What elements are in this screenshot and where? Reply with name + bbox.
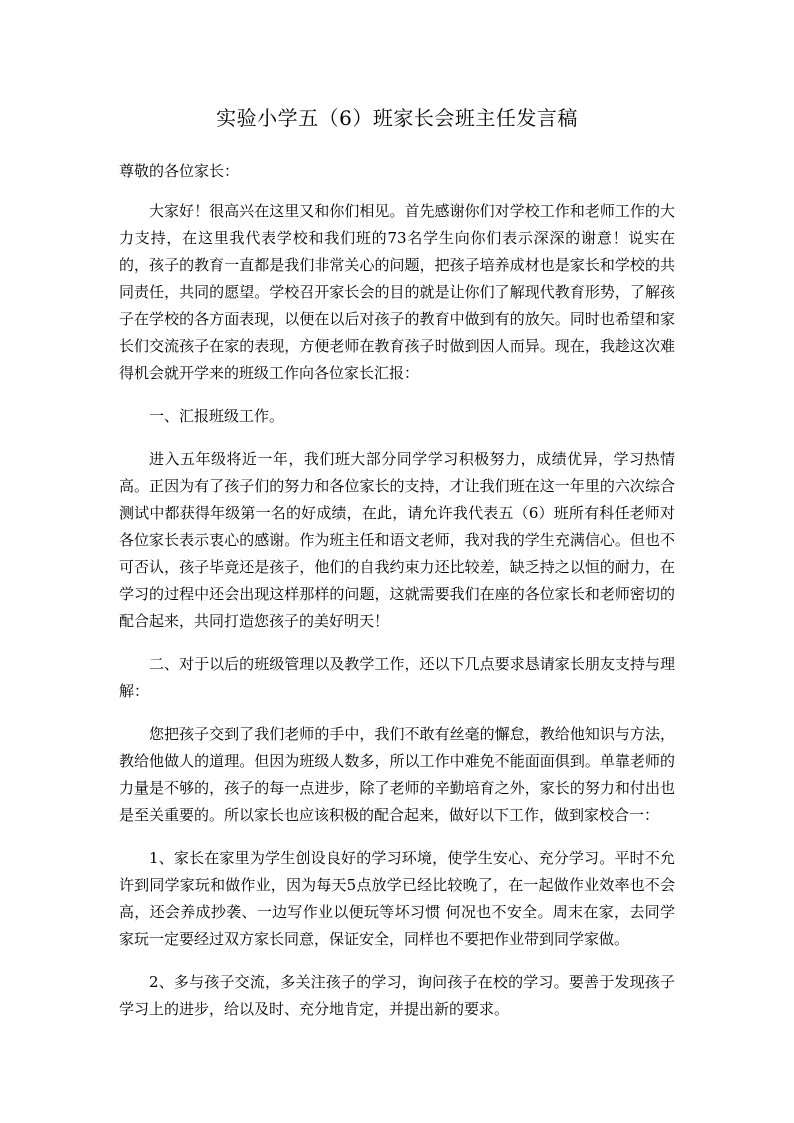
- paragraph-item-1: 1、家长在家里为学生创设良好的学习环境，使学生安心、充分学习。平时不允许到同学家玩和做作业，因为每天5点放学已经比较晚了，在一起做作业效率也不会高，还会养成抄袭、一边写作业以便玩等坏习惯 何况也不安全。周末在家，去同学家玩一定要经过双方家长同意，保证安全，同样也不要把作业带到同学家做。: [119, 849, 675, 948]
- paragraph-item-2: 2、多与孩子交流，多关注孩子的学习，询问孩子在校的学习。要善于发现孩子学习上的进步，给以及时、充分地肯定，并提出新的要求。: [119, 973, 675, 1018]
- document-title: 实验小学五（6）班家长会班主任发言稿: [216, 106, 578, 130]
- section-heading-requests: 二、对于以后的班级管理以及教学工作，还以下几点要求恳请家长朋友支持与理解：: [119, 655, 675, 700]
- document-body: [119, 156, 675, 1039]
- paragraph-greeting: 大家好！很高兴在这里又和你们相见。首先感谢你们对学校工作和老师工作的大力支持，在这里我代表学校和我们班的73名学生向你们表示深深的谢意！说实在的，孩子的教育一直都是我们非常关心的问题，把孩子培养成材也是家长和学校的共同责任，共同的愿望。学校召开家长会的目的就是让你们了解现代教育形势，了解孩子在学校的各方面表现，以便在以后对孩子的教育中做到有的放矢。同时也希望和家长们交流孩子在家的表现，方便老师在教育孩子时做到因人而异。现在，我趁这次难得机会就开学来的班级工作向各位家长汇报：: [119, 202, 675, 382]
- section-heading-report: 一、汇报班级工作。: [149, 407, 285, 425]
- paragraph-class-report: 进入五年级将近一年，我们班大部分同学学习积极努力，成绩优异，学习热情高。正因为有了孩子们的努力和各位家长的支持，才让我们班在这一年里的六次综合测试中都获得年级第一名的好成绩，在此，请允许我代表五（6）班所有科任老师对各位家长表示衷心的感谢。作为班主任和语文老师，我对我的学生充满信心。但也不可否认，孩子毕竟还是孩子，他们的自我约束力还比较差，缺乏持之以恒的耐力，在学习的过程中还会出现这样那样的问题，这就需要我们在座的各位家长和老师密切的配合起来，共同打造您孩子的美好明天！: [119, 450, 675, 630]
- salutation: 尊敬的各位家长：: [119, 162, 240, 180]
- paragraph-cooperation: 您把孩子交到了我们老师的手中，我们不敢有丝毫的懈怠，教给他知识与方法，教给他做人的道理。但因为班级人数多，所以工作中难免不能面面俱到。单靠老师的力量是不够的，孩子的每一点进步，除了老师的辛勤培育之外，家长的努力和付出也是至关重要的。所以家长也应该积极的配合起来，做好以下工作，做到家校合一：: [119, 725, 675, 824]
